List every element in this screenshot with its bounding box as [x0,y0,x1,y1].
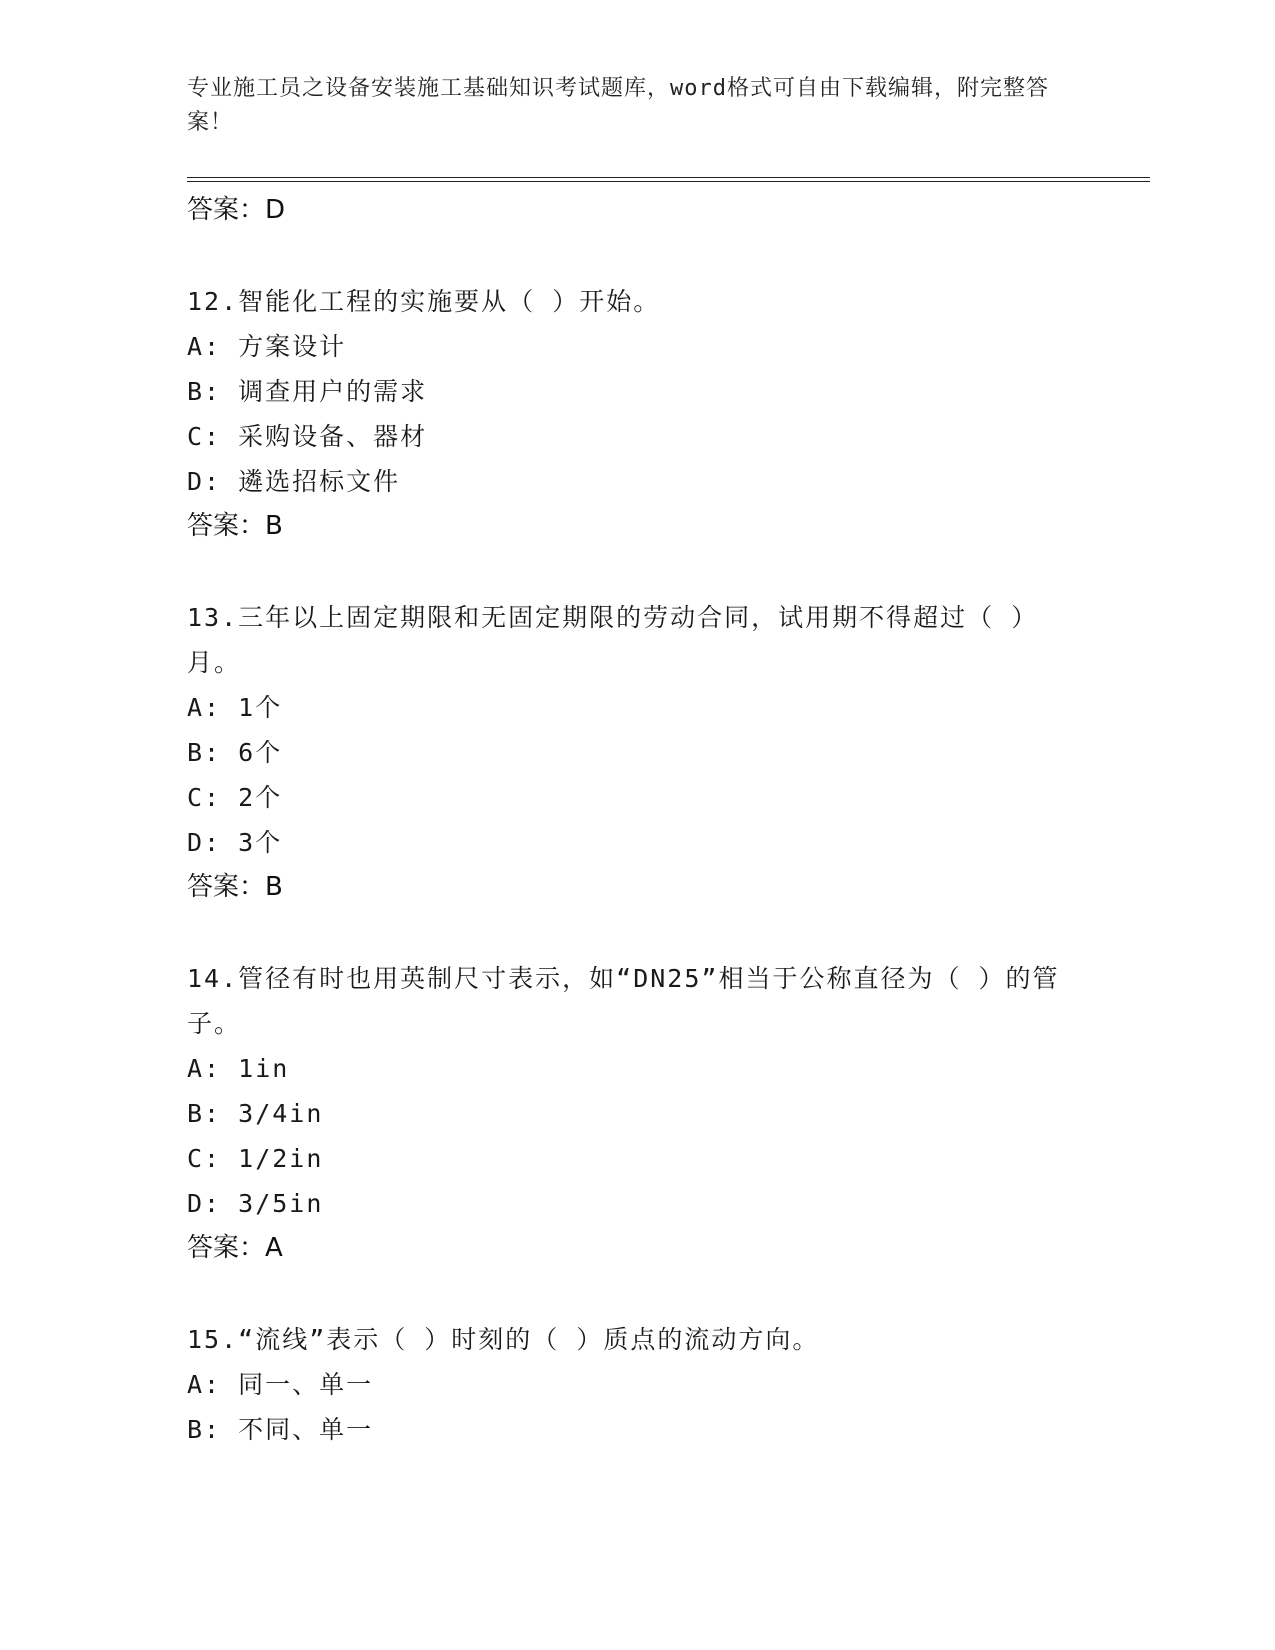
header-divider-top [187,177,1150,178]
question-text: 15.“流线”表示（ ）时刻的（ ）质点的流动方向。 [187,1325,820,1354]
answer-line: 答案：D [187,195,286,225]
option-b: B: 6个 [187,738,283,767]
option-b: B: 3/4in [187,1099,324,1128]
option-c: C: 采购设备、器材 [187,422,428,451]
option-d: D: 3个 [187,828,283,857]
question-block [187,595,1067,910]
answer-line: 答案：B [187,872,283,902]
option-a: A: 1in [187,1054,290,1083]
answer-line: 答案：A [187,1233,283,1263]
option-c: C: 1/2in [187,1144,324,1173]
answer-line: 答案：B [187,511,283,541]
option-a: A: 同一、单一 [187,1370,374,1399]
option-a: A: 1个 [187,693,283,722]
document-header: 专业施工员之设备安装施工基础知识考试题库，word格式可自由下载编辑，附完整答案！ [187,76,1049,135]
question-block [187,1317,1067,1452]
option-d: D: 3/5in [187,1189,324,1218]
question-text: 14.管径有时也用英制尺寸表示，如“DN25”相当于公称直径为（ ）的管子。 [187,964,1060,1038]
question-block [187,279,1067,549]
question-text: 13.三年以上固定期限和无固定期限的劳动合同，试用期不得超过（ ）月。 [187,603,1039,677]
option-b: B: 不同、单一 [187,1415,374,1444]
option-c: C: 2个 [187,783,283,812]
option-d: D: 遴选招标文件 [187,467,401,496]
question-list [187,188,1067,1452]
header-divider-bottom [187,181,1150,182]
option-a: A: 方案设计 [187,332,347,361]
option-b: B: 调查用户的需求 [187,377,428,406]
question-text: 12.智能化工程的实施要从（ ）开始。 [187,287,661,316]
question-block [187,956,1067,1271]
